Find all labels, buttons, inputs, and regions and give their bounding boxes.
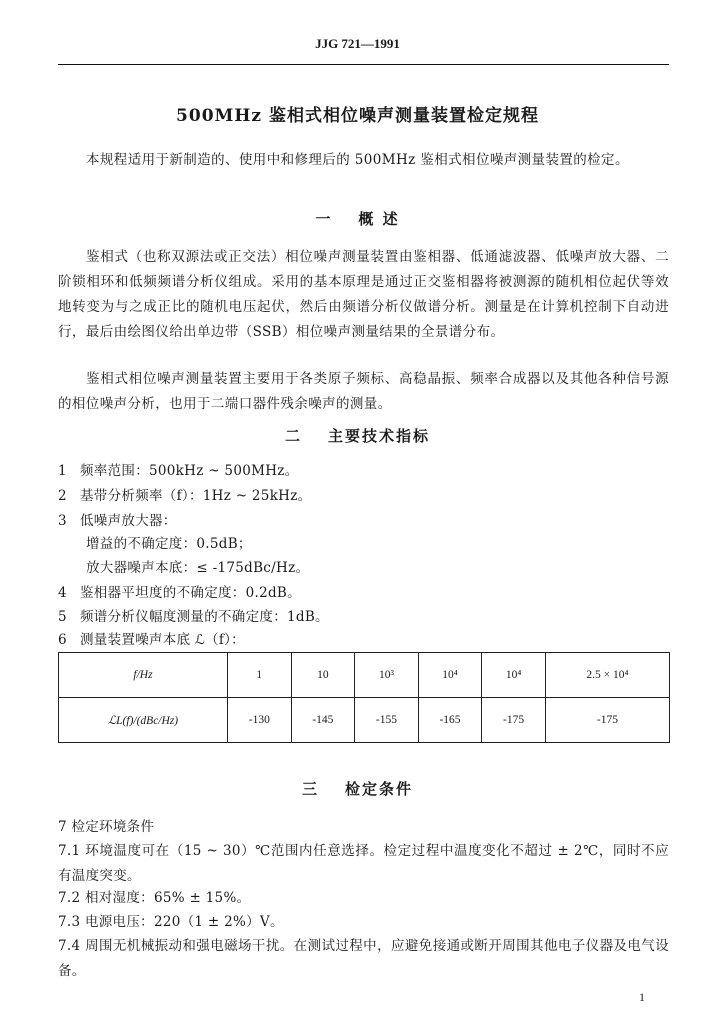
section-number: 二: [284, 427, 302, 445]
document-title: 500MHz 鉴相式相位噪声测量装置检定规程: [176, 106, 539, 126]
spec-item-4: 4 鉴相器平坦度的不确定度：0.2dB。: [58, 585, 301, 601]
page-number: 1: [639, 990, 645, 1004]
spec-subitem-noise: 放大器噪声本底：≤ -175dBc/Hz。: [86, 560, 310, 576]
table-header-noise: ℒL(f)/(dBc/Hz): [59, 698, 228, 743]
section-2-heading: [0, 425, 715, 446]
overview-paragraph-1: 鉴相式（也称双源法或正交法）相位噪声测量装置由鉴相器、低通滤波器、低噪声放大器、二阶锁相环和低频频谱分析仪组成。采用的基本原理是通过正交鉴相器将被测源的随机相位起伏等效地转变为与之成正比的随机电压起伏，然后由频谱分析仪做谱分析。测量是在计算机控制下自动进行，最后由绘图仪给出单边带（SSB）相位噪声测量结果的全景谱分布。: [58, 249, 669, 340]
section-number: 三: [301, 780, 319, 798]
intro-paragraph: 本规程适用于新制造的、使用中和修理后的 500MHz 鉴相式相位噪声测量装置的检定。: [86, 152, 629, 168]
section-number: 一: [315, 210, 333, 228]
clause-7-2: 7.2 相对湿度：65% ± 15%。: [58, 890, 251, 906]
table-cell: 10: [291, 653, 355, 698]
spec-item-6: 6 测量装置噪声本底 ℒ（f）：: [58, 632, 245, 648]
table-cell: -175: [545, 698, 669, 743]
table-row: [59, 698, 670, 743]
table-cell: 10⁴: [482, 653, 546, 698]
standard-code: JJG 721—1991: [315, 36, 400, 51]
spec-item-3: 3 低噪声放大器：: [58, 513, 177, 529]
section-1-heading: [0, 208, 715, 229]
clause-7-3: 7.3 电源电压：220（1 ± 2%）V。: [58, 914, 284, 930]
spec-subitem-gain: 增益的不确定度：0.5dB；: [86, 536, 252, 552]
header-rule: [58, 64, 669, 65]
table-row: [59, 653, 670, 698]
table-cell: -130: [228, 698, 292, 743]
clause-7-1: 7.1 环境温度可在（15 ~ 30）℃范围内任意选择。检定过程中温度变化不超过 ± 2℃，同时不应有温度突变。: [58, 843, 669, 884]
overview-paragraph-2: 鉴相式相位噪声测量装置主要用于各类原子频标、高稳晶振、频率合成器以及其他各种信号源的相位噪声分析，也用于二端口器件残余噪声的测量。: [58, 371, 669, 412]
spec-item-1: 1 频率范围：500kHz ~ 500MHz。: [58, 463, 299, 479]
section-title: 检定条件: [345, 780, 414, 798]
section-title: 概 述: [358, 210, 400, 228]
noise-floor-table: [58, 652, 670, 743]
table-cell: 1: [228, 653, 292, 698]
section-3-heading: [0, 778, 715, 799]
table-cell: -175: [482, 698, 546, 743]
table-cell: 10³: [355, 653, 419, 698]
table-cell: -155: [355, 698, 419, 743]
spec-item-2: 2 基带分析频率（f）：1Hz ~ 25kHz。: [58, 488, 312, 504]
table-header-frequency: f/Hz: [59, 653, 228, 698]
clause-7-4: 7.4 周围无机械振动和强电磁场干扰。在测试过程中，应避免接通或断开周围其他电子仪器及电气设备。: [58, 938, 669, 979]
spec-item-5: 5 频谱分析仪幅度测量的不确定度：1dB。: [58, 609, 329, 625]
clause-7: 7 检定环境条件: [58, 819, 155, 835]
section-title: 主要技术指标: [328, 427, 431, 445]
table-cell: 2.5 × 10⁴: [545, 653, 669, 698]
table-cell: 10⁴: [418, 653, 482, 698]
table-cell: -165: [418, 698, 482, 743]
table-cell: -145: [291, 698, 355, 743]
